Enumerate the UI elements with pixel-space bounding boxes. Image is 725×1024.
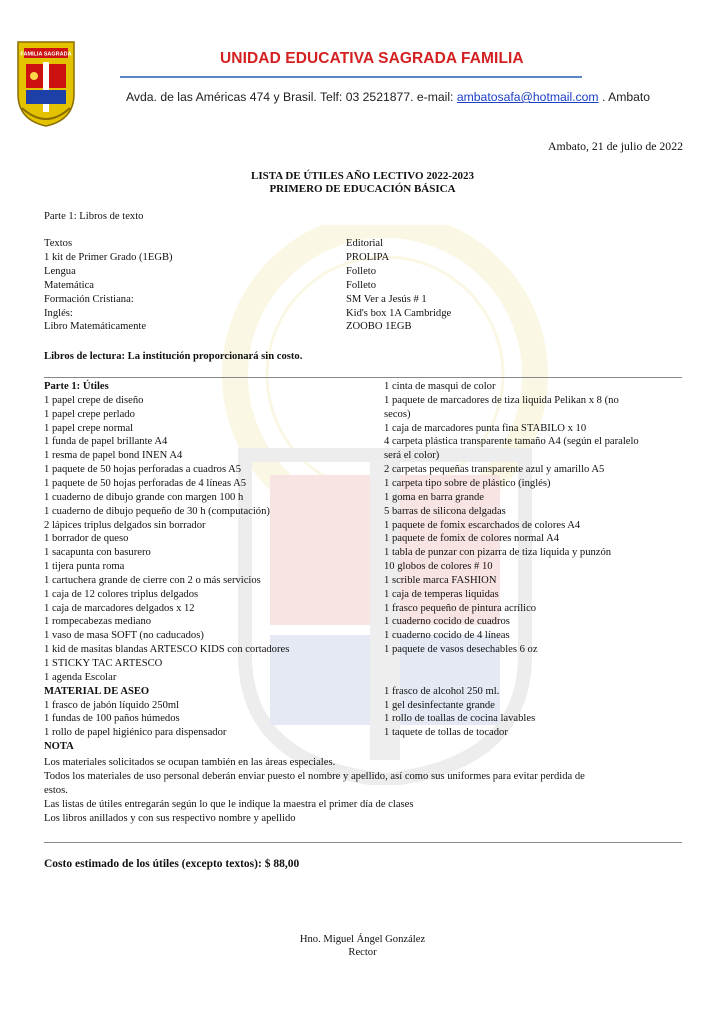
supply-item: 1 caja de marcadores delgados x 12 xyxy=(44,602,195,614)
note-line: Los libros anillados y con sus respectivo nombre y apellido xyxy=(44,812,296,824)
reading-books-note: Libros de lectura: La institución proporcionará sin costo. xyxy=(44,351,303,362)
address-text: Avda. de las Américas 474 y Brasil. Telf: 03 2521877. e-mail: xyxy=(126,90,457,104)
supply-item: 1 paquete de vasos desechables 6 oz xyxy=(384,644,538,656)
supply-item: 1 cinta de masqui de color xyxy=(384,381,496,392)
supply-item: secos) xyxy=(384,408,411,420)
supply-item: 1 cartuchera grande de cierre con 2 o más servicios xyxy=(44,574,261,586)
school-crest-logo xyxy=(12,34,80,128)
supply-item: 1 kid de masitas blandas ARTESCO KIDS con cortadores xyxy=(44,644,290,656)
supply-item: 1 vaso de masa SOFT (no caducados) xyxy=(44,630,204,642)
school-name: UNIDAD EDUCATIVA SAGRADA FAMILIA xyxy=(220,50,524,67)
supply-item: 1 borrador de queso xyxy=(44,533,129,545)
section-heading: NOTA xyxy=(44,741,74,753)
document-subtitle: PRIMERO DE EDUCACIÓN BÁSICA xyxy=(269,183,456,195)
svg-text:FAMILIA SAGRADA: FAMILIA SAGRADA xyxy=(20,51,72,58)
supply-item: 1 taquete de tollas de tocador xyxy=(384,727,508,739)
book-subject: Libro Matemáticamente xyxy=(44,321,147,333)
supply-item: 1 paquete de marcadores de tiza liquida Pelikan x 8 (no xyxy=(384,394,619,406)
note-line: Los materiales solicitados se ocupan también en las áreas especiales. xyxy=(44,757,336,768)
supply-item: 1 cuaderno cocido de cuadros xyxy=(384,616,510,628)
supply-item: 1 papel crepe normal xyxy=(44,422,134,434)
school-address xyxy=(126,91,650,105)
supply-item: 1 papel crepe de diseño xyxy=(44,394,144,406)
estimated-cost: Costo estimado de los útiles (excepto textos): $ 88,00 xyxy=(44,858,300,870)
books-header-editorial: Editorial xyxy=(346,238,384,249)
book-subject: Matemática xyxy=(44,279,94,291)
supply-item: 1 caja de 12 colores triplus delgados xyxy=(44,588,199,600)
address-city: . Ambato xyxy=(598,90,651,104)
supply-item: 1 goma en barra grande xyxy=(384,491,485,503)
supply-item: 1 carpeta tipo sobre de plástico (inglés) xyxy=(384,477,551,489)
supply-item: 1 paquete de fomix escarchados de colores A4 xyxy=(384,519,581,531)
supply-item: 1 STICKY TAC ARTESCO xyxy=(44,658,163,669)
header-divider xyxy=(120,76,582,78)
supply-item: 1 caja de marcadores punta fina STABILO x 10 xyxy=(384,422,587,434)
book-subject: Formación Cristiana: xyxy=(44,293,134,305)
book-editorial: PROLIPA xyxy=(346,251,390,263)
supply-item: 1 rollo de papel higiénico para dispensador xyxy=(44,727,227,739)
supply-item: 1 frasco de jabón líquido 250ml xyxy=(44,699,180,711)
book-subject: 1 kit de Primer Grado (1EGB) xyxy=(44,251,173,263)
books-header-textos: Textos xyxy=(44,238,73,249)
part1-heading: Parte 1: Libros de texto xyxy=(44,211,144,222)
supply-item: 1 cuaderno cocido de 4 líneas xyxy=(384,630,510,642)
supply-item: 1 paquete de fomix de colores normal A4 xyxy=(384,533,560,545)
book-editorial: Kid's box 1A Cambridge xyxy=(346,307,452,319)
supply-item: 1 rollo de toallas de cocina lavables xyxy=(384,713,536,725)
supply-item: 1 resma de papel bond INEN A4 xyxy=(44,450,183,462)
supply-item: 1 funda de papel brillante A4 xyxy=(44,436,168,448)
book-editorial: SM Ver a Jesús # 1 xyxy=(346,293,427,305)
signature-role: Rector xyxy=(348,947,377,958)
supply-item: 1 frasco de alcohol 250 ml. xyxy=(384,685,500,697)
supply-item: 4 carpeta plástica transparente tamaño A4 (según el paralelo xyxy=(384,436,639,448)
signature-name: Hno. Miguel Ángel González xyxy=(299,934,426,945)
supply-item: 1 cuaderno de dibujo pequeño de 30 h (computación) xyxy=(44,505,270,517)
supply-item: será el color) xyxy=(384,450,440,462)
book-subject: Inglés: xyxy=(44,307,73,319)
supply-item: 2 carpetas pequeñas transparente azul y amarillo A5 xyxy=(384,464,605,476)
supply-item: 1 paquete de 50 hojas perforadas a cuadros A5 xyxy=(44,464,242,476)
note-line: Las listas de útiles entregarán según lo que le indique la maestra el primer día de clases xyxy=(44,798,414,810)
supply-item: 1 caja de temperas liquidas xyxy=(384,588,499,600)
supply-item: 1 tijera punta roma xyxy=(44,561,125,573)
supply-item: 1 rompecabezas mediano xyxy=(44,616,152,628)
book-editorial: Folleto xyxy=(346,265,377,277)
book-editorial: ZOOBO 1EGB xyxy=(346,321,412,333)
supply-item: 10 globos de colores # 10 xyxy=(384,561,493,573)
book-subject: Lengua xyxy=(44,265,76,277)
supply-item: 1 frasco pequeño de pintura acrílico xyxy=(384,602,537,614)
supply-item: 2 lápices triplus delgados sin borrador xyxy=(44,519,206,531)
section-heading: MATERIAL DE ASEO xyxy=(44,685,150,697)
supply-item: 5 barras de silicona delgadas xyxy=(384,505,506,517)
notes-divider xyxy=(44,842,682,843)
book-editorial: Folleto xyxy=(346,279,377,291)
supply-item: 1 papel crepe perlado xyxy=(44,408,135,420)
section-heading: Parte 1: Útiles xyxy=(44,381,109,392)
supply-item: 1 fundas de 100 paños húmedos xyxy=(44,713,180,725)
supply-item: 1 agenda Escolar xyxy=(44,671,117,683)
supply-item: 1 cuaderno de dibujo grande con margen 100 h xyxy=(44,491,244,503)
supply-item: 1 gel desinfectante grande xyxy=(384,699,495,711)
email-link[interactable]: ambatosafa@hotmail.com xyxy=(456,90,599,104)
document-title: LISTA DE ÚTILES AÑO LECTIVO 2022-2023 xyxy=(251,170,474,182)
supply-item: 1 scrible marca FASHION xyxy=(384,574,497,586)
section-divider xyxy=(44,377,682,378)
note-line: Todos los materiales de uso personal deberán enviar puesto el nombre y apellido, así como sus uniformes para evitar perdida de xyxy=(44,770,585,782)
supply-item: 1 paquete de 50 hojas perforadas de 4 líneas A5 xyxy=(44,477,247,489)
supply-item: 1 tabla de punzar con pizarra de tiza líquida y punzón xyxy=(384,547,612,559)
document-date: Ambato, 21 de julio de 2022 xyxy=(548,139,683,153)
note-line: estos. xyxy=(44,784,68,796)
supply-item: 1 sacapunta con basurero xyxy=(44,547,151,559)
